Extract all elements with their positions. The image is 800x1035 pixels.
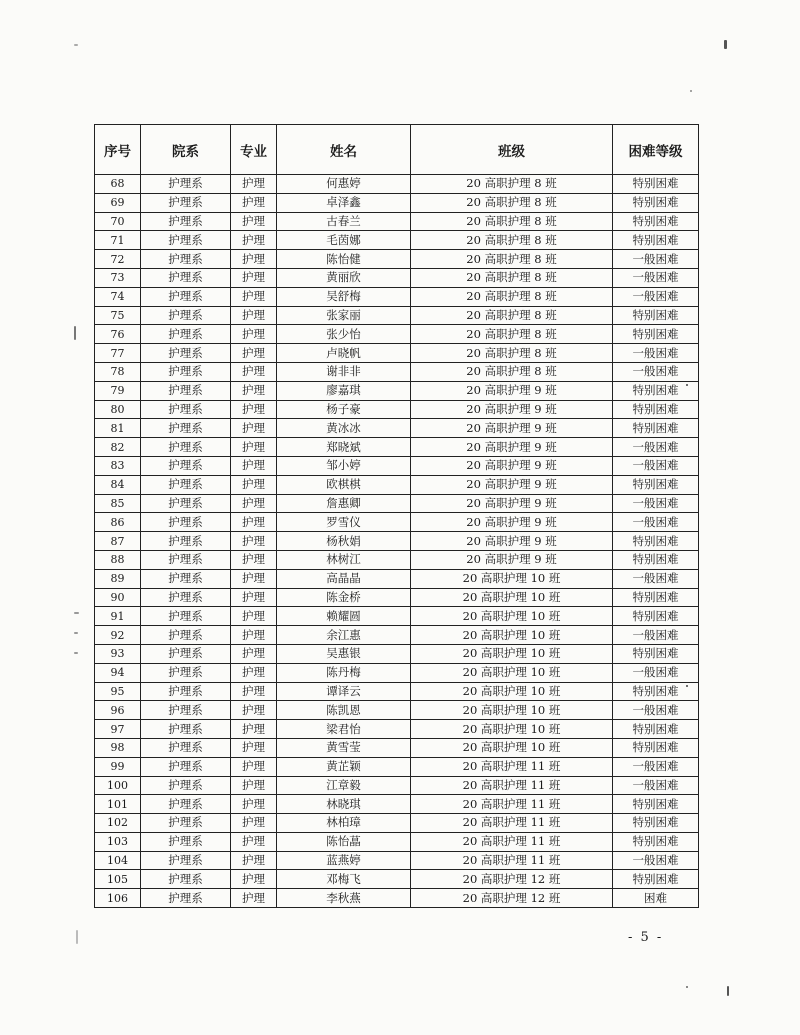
table-row	[95, 832, 699, 851]
table-row	[95, 870, 699, 889]
cell-name: 吴惠银	[277, 644, 411, 663]
cell-class: 20 高职护理 10 班	[411, 738, 613, 757]
table-row	[95, 306, 699, 325]
cell-department: 护理系	[141, 738, 231, 757]
cell-seq: 83	[95, 456, 141, 475]
cell-class: 20 高职护理 8 班	[411, 212, 613, 231]
cell-difficulty-level: 一般困难	[613, 776, 699, 795]
cell-name: 张少怡	[277, 325, 411, 344]
cell-department: 护理系	[141, 795, 231, 814]
cell-name: 林柏璋	[277, 814, 411, 833]
cell-difficulty-level: 特别困难	[613, 231, 699, 250]
cell-department: 护理系	[141, 889, 231, 908]
cell-name: 欧棋棋	[277, 475, 411, 494]
cell-class: 20 高职护理 9 班	[411, 494, 613, 513]
cell-seq: 95	[95, 682, 141, 701]
cell-class: 20 高职护理 8 班	[411, 344, 613, 363]
cell-difficulty-level: 一般困难	[613, 626, 699, 645]
cell-name: 邓梅飞	[277, 870, 411, 889]
cell-major: 护理	[231, 757, 277, 776]
cell-class: 20 高职护理 11 班	[411, 757, 613, 776]
cell-name: 陈凯恩	[277, 701, 411, 720]
cell-seq: 105	[95, 870, 141, 889]
table-row	[95, 644, 699, 663]
table-row	[95, 889, 699, 908]
cell-class: 20 高职护理 9 班	[411, 400, 613, 419]
cell-major: 护理	[231, 814, 277, 833]
cell-major: 护理	[231, 663, 277, 682]
cell-class: 20 高职护理 10 班	[411, 588, 613, 607]
cell-difficulty-level: 特别困难	[613, 588, 699, 607]
cell-seq: 98	[95, 738, 141, 757]
cell-class: 20 高职护理 8 班	[411, 362, 613, 381]
cell-difficulty-level: 特别困难	[613, 738, 699, 757]
cell-major: 护理	[231, 268, 277, 287]
cell-difficulty-level: 特别困难	[613, 419, 699, 438]
table-row	[95, 475, 699, 494]
cell-department: 护理系	[141, 701, 231, 720]
cell-seq: 80	[95, 400, 141, 419]
cell-department: 护理系	[141, 381, 231, 400]
cell-name: 陈怡蕌	[277, 832, 411, 851]
cell-seq: 76	[95, 325, 141, 344]
cell-difficulty-level: 一般困难	[613, 438, 699, 457]
cell-difficulty-level: 一般困难	[613, 663, 699, 682]
cell-class: 20 高职护理 10 班	[411, 720, 613, 739]
cell-difficulty-level: 特别困难	[613, 475, 699, 494]
cell-major: 护理	[231, 738, 277, 757]
cell-name: 张家丽	[277, 306, 411, 325]
cell-difficulty-level: 特别困难	[613, 682, 699, 701]
cell-seq: 68	[95, 175, 141, 194]
cell-class: 20 高职护理 9 班	[411, 438, 613, 457]
cell-class: 20 高职护理 8 班	[411, 250, 613, 269]
cell-difficulty-level: 特别困难	[613, 175, 699, 194]
cell-difficulty-level: 一般困难	[613, 268, 699, 287]
cell-name: 邹小婷	[277, 456, 411, 475]
table-row	[95, 569, 699, 588]
cell-department: 护理系	[141, 268, 231, 287]
cell-major: 护理	[231, 588, 277, 607]
cell-difficulty-level: 特别困难	[613, 532, 699, 551]
cell-seq: 82	[95, 438, 141, 457]
cell-seq: 73	[95, 268, 141, 287]
table-row	[95, 268, 699, 287]
cell-name: 毛茵娜	[277, 231, 411, 250]
cell-difficulty-level: 困难	[613, 889, 699, 908]
cell-seq: 70	[95, 212, 141, 231]
cell-difficulty-level: 一般困难	[613, 494, 699, 513]
header-difficulty-level: 困难等级	[613, 125, 699, 175]
cell-major: 护理	[231, 250, 277, 269]
cell-difficulty-level: 特别困难	[613, 832, 699, 851]
cell-major: 护理	[231, 851, 277, 870]
header-department: 院系	[141, 125, 231, 175]
table-row	[95, 701, 699, 720]
cell-department: 护理系	[141, 663, 231, 682]
cell-seq: 103	[95, 832, 141, 851]
cell-major: 护理	[231, 456, 277, 475]
cell-major: 护理	[231, 212, 277, 231]
cell-department: 护理系	[141, 870, 231, 889]
cell-major: 护理	[231, 400, 277, 419]
cell-seq: 88	[95, 550, 141, 569]
cell-difficulty-level: 一般困难	[613, 250, 699, 269]
cell-difficulty-level: 特别困难	[613, 193, 699, 212]
cell-difficulty-level: 一般困难	[613, 513, 699, 532]
cell-major: 护理	[231, 231, 277, 250]
cell-major: 护理	[231, 569, 277, 588]
cell-department: 护理系	[141, 644, 231, 663]
cell-name: 杨秋娟	[277, 532, 411, 551]
cell-department: 护理系	[141, 325, 231, 344]
cell-department: 护理系	[141, 438, 231, 457]
cell-difficulty-level: 特别困难	[613, 306, 699, 325]
table-row	[95, 419, 699, 438]
table-row	[95, 795, 699, 814]
cell-department: 护理系	[141, 456, 231, 475]
cell-department: 护理系	[141, 757, 231, 776]
cell-name: 梁君怡	[277, 720, 411, 739]
scan-mark	[690, 90, 692, 92]
cell-major: 护理	[231, 682, 277, 701]
table-row	[95, 250, 699, 269]
cell-name: 陈丹梅	[277, 663, 411, 682]
cell-major: 护理	[231, 419, 277, 438]
cell-seq: 91	[95, 607, 141, 626]
header-class: 班级	[411, 125, 613, 175]
cell-class: 20 高职护理 8 班	[411, 175, 613, 194]
cell-class: 20 高职护理 8 班	[411, 231, 613, 250]
cell-seq: 84	[95, 475, 141, 494]
table-row	[95, 212, 699, 231]
header-major: 专业	[231, 125, 277, 175]
table-row	[95, 381, 699, 400]
cell-name: 黄冰冰	[277, 419, 411, 438]
cell-major: 护理	[231, 325, 277, 344]
cell-major: 护理	[231, 889, 277, 908]
cell-class: 20 高职护理 10 班	[411, 663, 613, 682]
cell-difficulty-level: 一般困难	[613, 569, 699, 588]
scan-mark	[727, 986, 729, 996]
cell-department: 护理系	[141, 494, 231, 513]
cell-department: 护理系	[141, 814, 231, 833]
cell-major: 护理	[231, 475, 277, 494]
cell-major: 护理	[231, 701, 277, 720]
cell-department: 护理系	[141, 344, 231, 363]
cell-difficulty-level: 特别困难	[613, 381, 699, 400]
cell-difficulty-level: 特别困难	[613, 870, 699, 889]
cell-name: 罗雪仪	[277, 513, 411, 532]
cell-difficulty-level: 一般困难	[613, 757, 699, 776]
cell-difficulty-level: 特别困难	[613, 795, 699, 814]
cell-name: 高晶晶	[277, 569, 411, 588]
table-row	[95, 757, 699, 776]
cell-department: 护理系	[141, 419, 231, 438]
cell-name: 陈金桥	[277, 588, 411, 607]
cell-department: 护理系	[141, 532, 231, 551]
cell-major: 护理	[231, 870, 277, 889]
header-name: 姓名	[277, 125, 411, 175]
student-difficulty-table	[94, 124, 699, 908]
cell-department: 护理系	[141, 475, 231, 494]
cell-seq: 106	[95, 889, 141, 908]
cell-class: 20 高职护理 9 班	[411, 456, 613, 475]
cell-seq: 79	[95, 381, 141, 400]
cell-name: 卢晓帆	[277, 344, 411, 363]
table-row	[95, 362, 699, 381]
cell-class: 20 高职护理 11 班	[411, 851, 613, 870]
cell-class: 20 高职护理 9 班	[411, 419, 613, 438]
cell-name: 陈怡健	[277, 250, 411, 269]
scan-mark	[74, 326, 76, 340]
cell-name: 谭译云	[277, 682, 411, 701]
cell-difficulty-level: 特别困难	[613, 212, 699, 231]
table-row	[95, 193, 699, 212]
cell-major: 护理	[231, 344, 277, 363]
cell-difficulty-level: 特别困难	[613, 325, 699, 344]
cell-department: 护理系	[141, 720, 231, 739]
cell-department: 护理系	[141, 193, 231, 212]
cell-seq: 87	[95, 532, 141, 551]
table-row	[95, 513, 699, 532]
cell-major: 护理	[231, 175, 277, 194]
cell-department: 护理系	[141, 832, 231, 851]
table-row	[95, 175, 699, 194]
cell-seq: 78	[95, 362, 141, 381]
cell-department: 护理系	[141, 306, 231, 325]
cell-major: 护理	[231, 438, 277, 457]
table-row	[95, 682, 699, 701]
cell-major: 护理	[231, 626, 277, 645]
cell-name: 杨子豪	[277, 400, 411, 419]
cell-class: 20 高职护理 11 班	[411, 795, 613, 814]
cell-class: 20 高职护理 8 班	[411, 306, 613, 325]
cell-difficulty-level: 一般困难	[613, 287, 699, 306]
table-row	[95, 494, 699, 513]
table-row	[95, 532, 699, 551]
cell-class: 20 高职护理 8 班	[411, 268, 613, 287]
cell-difficulty-level: 特别困难	[613, 400, 699, 419]
table-row	[95, 231, 699, 250]
scan-mark	[76, 930, 78, 944]
cell-department: 护理系	[141, 607, 231, 626]
cell-name: 李秋燕	[277, 889, 411, 908]
cell-seq: 92	[95, 626, 141, 645]
cell-class: 20 高职护理 10 班	[411, 701, 613, 720]
table-row	[95, 814, 699, 833]
cell-seq: 69	[95, 193, 141, 212]
cell-difficulty-level: 一般困难	[613, 701, 699, 720]
cell-class: 20 高职护理 10 班	[411, 626, 613, 645]
cell-seq: 93	[95, 644, 141, 663]
cell-seq: 96	[95, 701, 141, 720]
cell-name: 林树江	[277, 550, 411, 569]
cell-class: 20 高职护理 11 班	[411, 814, 613, 833]
table-row	[95, 663, 699, 682]
table-row	[95, 720, 699, 739]
cell-class: 20 高职护理 12 班	[411, 870, 613, 889]
cell-major: 护理	[231, 193, 277, 212]
cell-name: 赖耀圆	[277, 607, 411, 626]
cell-department: 护理系	[141, 851, 231, 870]
table-row	[95, 607, 699, 626]
cell-class: 20 高职护理 10 班	[411, 607, 613, 626]
cell-class: 20 高职护理 11 班	[411, 776, 613, 795]
cell-class: 20 高职护理 8 班	[411, 287, 613, 306]
cell-seq: 90	[95, 588, 141, 607]
cell-major: 护理	[231, 381, 277, 400]
cell-seq: 75	[95, 306, 141, 325]
cell-major: 护理	[231, 306, 277, 325]
page-number: - 5 -	[628, 930, 664, 945]
cell-seq: 99	[95, 757, 141, 776]
table-body	[95, 175, 699, 908]
table-header	[95, 125, 699, 175]
cell-name: 卓泽鑫	[277, 193, 411, 212]
cell-difficulty-level: 特别困难	[613, 720, 699, 739]
table-row	[95, 776, 699, 795]
cell-department: 护理系	[141, 569, 231, 588]
cell-department: 护理系	[141, 626, 231, 645]
table-row	[95, 456, 699, 475]
cell-difficulty-level: 特别困难	[613, 607, 699, 626]
scan-mark	[74, 632, 78, 634]
cell-department: 护理系	[141, 400, 231, 419]
cell-name: 黄芷颖	[277, 757, 411, 776]
cell-major: 护理	[231, 644, 277, 663]
scan-mark	[74, 44, 78, 46]
table-row	[95, 626, 699, 645]
cell-name: 林晓琪	[277, 795, 411, 814]
cell-major: 护理	[231, 513, 277, 532]
cell-department: 护理系	[141, 362, 231, 381]
cell-major: 护理	[231, 607, 277, 626]
scan-mark	[74, 612, 79, 614]
cell-name: 余江惠	[277, 626, 411, 645]
cell-difficulty-level: 一般困难	[613, 344, 699, 363]
cell-seq: 97	[95, 720, 141, 739]
cell-name: 黄雪莹	[277, 738, 411, 757]
table-header-row	[95, 125, 699, 175]
table-row	[95, 287, 699, 306]
cell-department: 护理系	[141, 513, 231, 532]
cell-name: 詹惠卿	[277, 494, 411, 513]
cell-department: 护理系	[141, 175, 231, 194]
cell-major: 护理	[231, 362, 277, 381]
cell-name: 何惠婷	[277, 175, 411, 194]
cell-seq: 104	[95, 851, 141, 870]
cell-difficulty-level: 一般困难	[613, 456, 699, 475]
cell-seq: 72	[95, 250, 141, 269]
scan-mark	[724, 40, 727, 49]
cell-seq: 102	[95, 814, 141, 833]
cell-major: 护理	[231, 494, 277, 513]
cell-major: 护理	[231, 795, 277, 814]
cell-major: 护理	[231, 287, 277, 306]
cell-name: 江章毅	[277, 776, 411, 795]
cell-department: 护理系	[141, 682, 231, 701]
table-row	[95, 400, 699, 419]
cell-class: 20 高职护理 8 班	[411, 325, 613, 344]
scan-mark	[686, 986, 688, 988]
cell-class: 20 高职护理 9 班	[411, 513, 613, 532]
cell-class: 20 高职护理 8 班	[411, 193, 613, 212]
cell-class: 20 高职护理 10 班	[411, 644, 613, 663]
cell-class: 20 高职护理 10 班	[411, 569, 613, 588]
table-row	[95, 738, 699, 757]
cell-seq: 101	[95, 795, 141, 814]
table-row	[95, 344, 699, 363]
table-row	[95, 325, 699, 344]
cell-name: 郑晓斌	[277, 438, 411, 457]
cell-seq: 94	[95, 663, 141, 682]
scan-mark	[74, 652, 78, 654]
cell-department: 护理系	[141, 212, 231, 231]
cell-seq: 100	[95, 776, 141, 795]
header-seq: 序号	[95, 125, 141, 175]
table-row	[95, 438, 699, 457]
cell-department: 护理系	[141, 287, 231, 306]
cell-seq: 74	[95, 287, 141, 306]
cell-class: 20 高职护理 9 班	[411, 475, 613, 494]
cell-major: 护理	[231, 720, 277, 739]
cell-name: 廖嘉琪	[277, 381, 411, 400]
cell-major: 护理	[231, 832, 277, 851]
cell-difficulty-level: 特别困难	[613, 814, 699, 833]
table-row	[95, 550, 699, 569]
cell-difficulty-level: 特别困难	[613, 644, 699, 663]
cell-seq: 77	[95, 344, 141, 363]
table-row	[95, 588, 699, 607]
cell-seq: 86	[95, 513, 141, 532]
cell-class: 20 高职护理 9 班	[411, 532, 613, 551]
cell-class: 20 高职护理 12 班	[411, 889, 613, 908]
cell-seq: 81	[95, 419, 141, 438]
cell-class: 20 高职护理 9 班	[411, 381, 613, 400]
cell-major: 护理	[231, 550, 277, 569]
cell-name: 蓝燕婷	[277, 851, 411, 870]
cell-name: 吴舒梅	[277, 287, 411, 306]
cell-seq: 85	[95, 494, 141, 513]
cell-name: 谢非非	[277, 362, 411, 381]
cell-major: 护理	[231, 532, 277, 551]
cell-class: 20 高职护理 9 班	[411, 550, 613, 569]
cell-class: 20 高职护理 11 班	[411, 832, 613, 851]
table-row	[95, 851, 699, 870]
cell-department: 护理系	[141, 776, 231, 795]
cell-major: 护理	[231, 776, 277, 795]
cell-class: 20 高职护理 10 班	[411, 682, 613, 701]
cell-department: 护理系	[141, 588, 231, 607]
cell-difficulty-level: 特别困难	[613, 550, 699, 569]
cell-department: 护理系	[141, 250, 231, 269]
cell-department: 护理系	[141, 550, 231, 569]
cell-difficulty-level: 一般困难	[613, 851, 699, 870]
cell-difficulty-level: 一般困难	[613, 362, 699, 381]
cell-name: 黄丽欣	[277, 268, 411, 287]
cell-name: 古春兰	[277, 212, 411, 231]
cell-seq: 71	[95, 231, 141, 250]
cell-department: 护理系	[141, 231, 231, 250]
cell-seq: 89	[95, 569, 141, 588]
